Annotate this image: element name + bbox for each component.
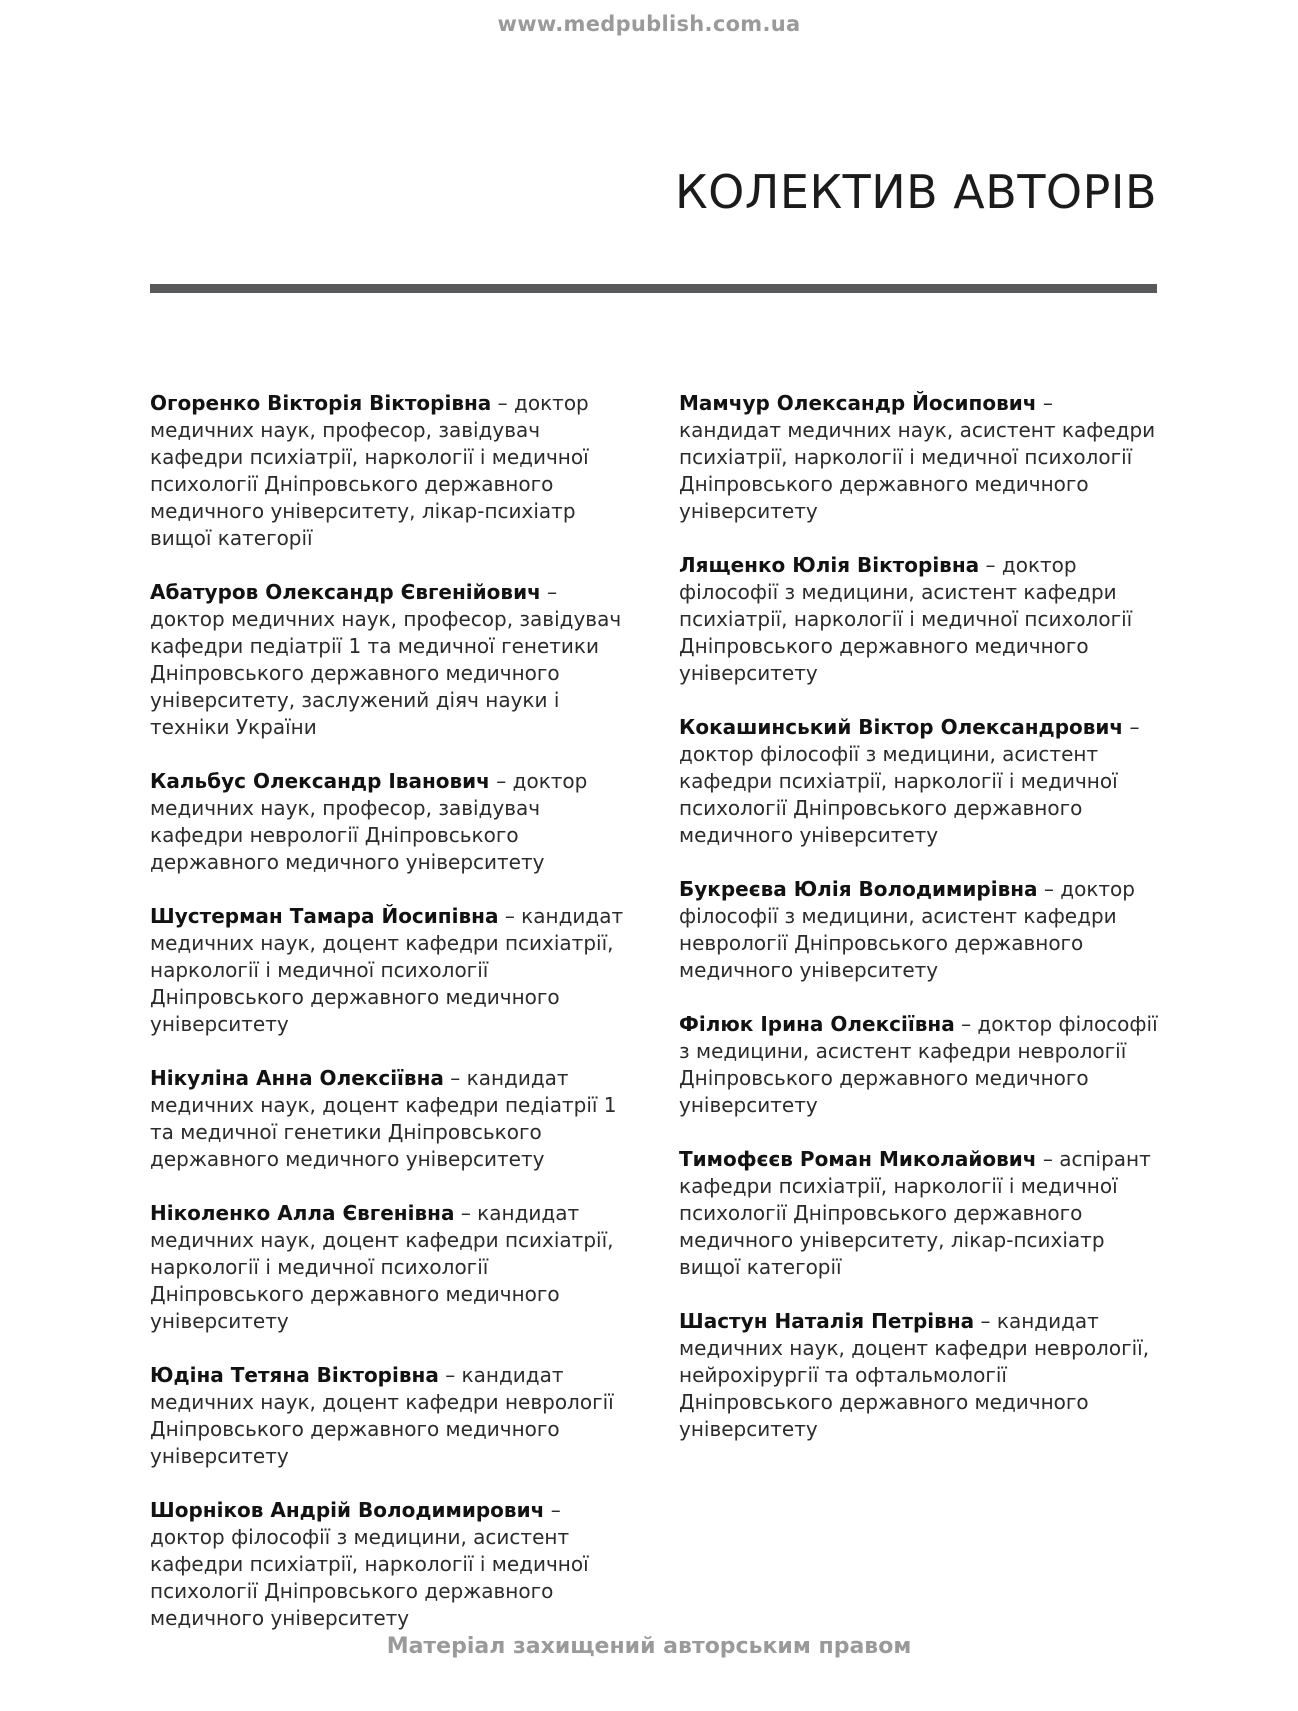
author-name: Шастун Наталія Петрівна [679,1309,975,1333]
author-description: – аспірант кафедри психіатрії, наркології і медичної психології Дніпровського державного медичного університету, лікар-психіатр вищої категорії [679,1147,1151,1279]
author-description: – кандидат медичних наук, доцент кафедри педіатрії 1 та медичної генетики Дніпровського державного медичного університету [150,1066,617,1171]
author-description: – доктор філософії з медицини, асистент кафедри психіатрії, наркології і медичної психології Дніпровського державного медичного університету [679,553,1133,685]
author-name: Шорніков Андрій Володимирович [150,1498,545,1522]
author-entry [150,579,629,741]
author-description: – доктор філософії з медицини, асистент кафедри неврології Дніпровського державного медичного університету [679,877,1135,982]
author-name: Огоренко Вікторія Вікторівна [150,391,492,415]
author-description: – доктор філософії з медицини, асистент кафедри психіатрії, наркології і медичної психології Дніпровського державного медичного університету [150,1498,589,1630]
author-name: Нікуліна Анна Олексіївна [150,1066,444,1090]
author-name: Філюк Ірина Олексіївна [679,1012,955,1036]
author-description: – кандидат медичних наук, доцент кафедри неврології, нейрохірургії та офтальмології Дніпровського державного медичного університету [679,1309,1150,1441]
authors-column-right [679,390,1158,1659]
author-description: – доктор медичних наук, професор, завідувач кафедри неврології Дніпровського державного медичного університету [150,769,588,874]
author-name: Кокашинський Віктор Олександрович [679,715,1124,739]
author-name: Букреєва Юлія Володимирівна [679,877,1038,901]
author-entry [150,1497,629,1632]
author-description: – кандидат медичних наук, доцент кафедри неврології Дніпровського державного медичного університету [150,1363,614,1468]
author-entry [679,876,1158,984]
author-entry [679,1308,1158,1443]
author-entry [679,1146,1158,1281]
author-entry [679,1011,1158,1119]
author-description: – доктор філософії з медицини, асистент кафедри психіатрії, наркології і медичної психології Дніпровського державного медичного університету [679,715,1140,847]
author-name: Лященко Юлія Вікторівна [679,553,980,577]
authors-columns [150,390,1157,1659]
author-name: Абатуров Олександр Євгенійович [150,580,541,604]
author-name: Шустерман Тамара Йосипівна [150,904,499,928]
divider-bar [150,284,1157,293]
author-entry [679,714,1158,849]
author-entry [150,1065,629,1173]
author-name: Мамчур Олександр Йосипович [679,391,1037,415]
author-name: Тимофєєв Роман Миколайович [679,1147,1037,1171]
author-description: – кандидат медичних наук, асистент кафедри психіатрії, наркології і медичної психології Дніпровського державного медичного університету [679,391,1156,523]
page-title: КОЛЕКТИВ АВТОРІВ [674,164,1157,219]
author-description: – кандидат медичних наук, доцент кафедри психіатрії, наркології і медичної психології Дніпровського державного медичного університету [150,1201,614,1333]
authors-column-left [150,390,629,1659]
author-entry [150,1200,629,1335]
author-entry [150,903,629,1038]
author-entry [150,768,629,876]
site-url: www.medpublish.com.ua [497,12,801,36]
author-description: – доктор медичних наук, професор, завідувач кафедри педіатрії 1 та медичної генетики Дніпровського державного медичного університету, заслужений діяч науки і техніки України [150,580,622,739]
author-name: Кальбус Олександр Іванович [150,769,490,793]
author-name: Юдіна Тетяна Вікторівна [150,1363,439,1387]
author-entry [150,1362,629,1470]
author-entry [150,390,629,552]
author-name: Ніколенко Алла Євгенівна [150,1201,455,1225]
author-description: – доктор медичних наук, професор, завідувач кафедри психіатрії, наркології і медичної психології Дніпровського державного медичного університету, лікар-психіатр вищої категорії [150,391,589,550]
author-description: – доктор філософії з медицини, асистент кафедри неврології Дніпровського державного медичного університету [679,1012,1158,1117]
author-entry [679,390,1158,525]
copyright-note: Матеріал захищений авторським правом [386,1634,912,1659]
author-description: – кандидат медичних наук, доцент кафедри психіатрії, наркології і медичної психології Дніпровського державного медичного університету [150,904,624,1036]
author-entry [679,552,1158,687]
